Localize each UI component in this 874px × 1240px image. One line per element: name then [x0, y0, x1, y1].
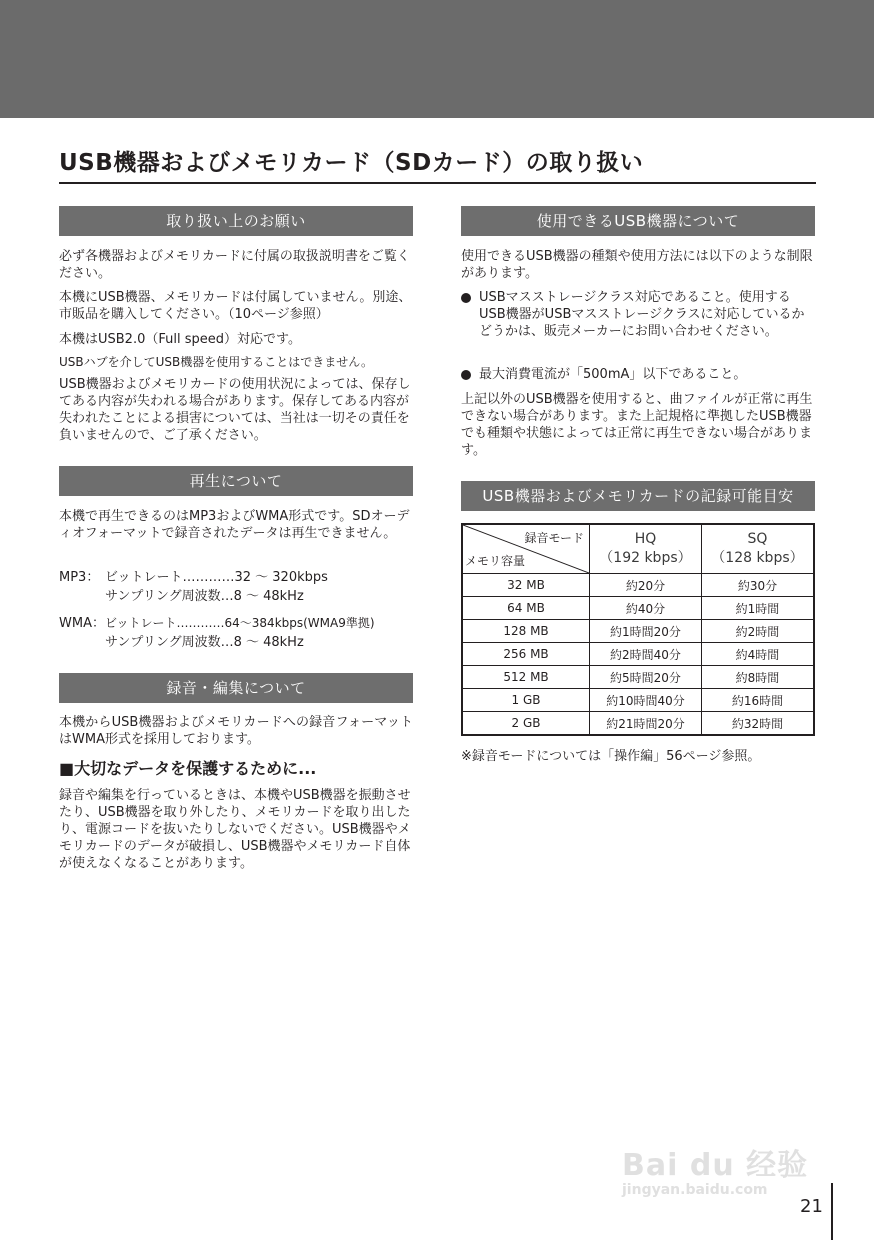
header-band: [0, 0, 874, 118]
cell-capacity: 64 MB: [462, 597, 590, 620]
list-item-text: 最大消費電流が「500mA」以下であること。: [479, 367, 747, 382]
data-protection-heading: ■大切なデータを保護するために...: [59, 759, 317, 778]
page-title: USB機器およびメモリカード（SDカード）の取り扱い: [59, 150, 644, 176]
handling-paragraph: 本機はUSB2.0（Full speed）対応です。: [59, 332, 301, 347]
spec-sampling: サンプリング周波数…8 ～ 48kHz: [105, 635, 304, 650]
watermark-logo: Bai du 经验: [622, 1148, 809, 1183]
table-header-row: [462, 524, 814, 574]
table-row: [462, 712, 814, 736]
table-row: [462, 643, 814, 666]
recording-paragraph: 本機からUSB機器およびメモリカードへの録音フォーマットはWMA形式を採用しております。: [59, 715, 413, 747]
hq-label: HQ: [634, 531, 657, 547]
list-item-text: USBマスストレージクラス対応であること。使用するUSB機器がUSBマスストレージクラスに対応しているかどうかは、販売メーカーにお問い合わせください。: [479, 290, 805, 339]
usable-note: 上記以外のUSB機器を使用すると、曲ファイルが正常に再生できない場合があります。また上記規格に準拠したUSB機器でも種類や状態によっては正常に再生できない場合があります。: [461, 392, 813, 458]
list-item: [461, 289, 817, 340]
table-row: [462, 620, 814, 643]
cell-hq: 約20分: [590, 574, 702, 597]
table-row: [462, 666, 814, 689]
cell-capacity: 256 MB: [462, 643, 590, 666]
playback-paragraph: 本機で再生できるのはMP3およびWMA形式です。SDオーディオフォーマットで録音されたデータは再生できません。: [59, 509, 410, 541]
table-footnote: ※録音モードについては「操作編」56ページ参照。: [461, 749, 761, 764]
cell-capacity: 32 MB: [462, 574, 590, 597]
cell-capacity: 512 MB: [462, 666, 590, 689]
cell-sq: 約2時間: [701, 620, 814, 643]
cell-sq: 約30分: [701, 574, 814, 597]
column-header-sq: [701, 524, 814, 574]
section-heading-recording: 録音・編集について: [59, 673, 413, 703]
cell-hq: 約2時間40分: [590, 643, 702, 666]
section-heading-capacity: USB機器およびメモリカードの記録可能目安: [461, 481, 815, 511]
cell-sq: 約32時間: [701, 712, 814, 736]
page-number: 21: [800, 1196, 823, 1217]
cell-hq: 約10時間40分: [590, 689, 702, 712]
cell-capacity: 2 GB: [462, 712, 590, 736]
handling-paragraph: 本機にUSB機器、メモリカードは付属していません。別途、市販品を購入してください。（10ページ参照）: [59, 290, 412, 322]
data-protection-paragraph: 録音や編集を行っているときは、本機やUSB機器を振動させたり、USB機器を取り外したり、メモリカードを取り出したり、電源コードを抜いたりしないでください。USB機器やメモリカードのデータが破損し、USB機器やメモリカード自体が使えなくなることがあります。: [59, 788, 411, 871]
bullet-icon: [461, 370, 471, 380]
cell-capacity: 1 GB: [462, 689, 590, 712]
cell-hq: 約40分: [590, 597, 702, 620]
table-row: [462, 689, 814, 712]
cell-sq: 約8時間: [701, 666, 814, 689]
spec-bitrate: ビットレート…………64～384kbps(WMA9準拠): [105, 616, 375, 630]
watermark-url: jingyan.baidu.com: [622, 1182, 768, 1198]
page-number-rule: [831, 1183, 833, 1240]
list-item: [461, 366, 817, 383]
corner-label-capacity: メモリ容量: [465, 554, 526, 568]
capacity-table: [461, 523, 815, 736]
spec-label: WMA：: [59, 616, 105, 631]
cell-hq: 約5時間20分: [590, 666, 702, 689]
section-heading-playback: 再生について: [59, 466, 413, 496]
hq-rate: （192 kbps）: [599, 550, 692, 566]
spec-label: MP3：: [59, 570, 100, 585]
column-header-hq: [590, 524, 702, 574]
handling-paragraph: USBハブを介してUSB機器を使用することはできません。: [59, 355, 373, 369]
title-divider: [59, 182, 816, 184]
handling-paragraph: USB機器およびメモリカードの使用状況によっては、保存してある内容が失われる場合があります。保存してある内容が失われたことによる損害については、当社は一切その責任を負いませんので、ご了承ください。: [59, 377, 411, 443]
cell-sq: 約1時間: [701, 597, 814, 620]
corner-label-mode: 録音モード: [524, 531, 584, 545]
spec-bitrate: ビットレート…………32 ～ 320kbps: [105, 570, 328, 585]
cell-capacity: 128 MB: [462, 620, 590, 643]
cell-sq: 約16時間: [701, 689, 814, 712]
spec-sampling: サンプリング周波数…8 ～ 48kHz: [105, 589, 304, 604]
section-heading-usable-usb: 使用できるUSB機器について: [461, 206, 815, 236]
sq-rate: （128 kbps）: [711, 550, 804, 566]
cell-hq: 約21時間20分: [590, 712, 702, 736]
table-row: [462, 574, 814, 597]
table-corner-cell: [462, 524, 590, 574]
sq-label: SQ: [747, 531, 768, 547]
cell-sq: 約4時間: [701, 643, 814, 666]
section-heading-handling: 取り扱い上のお願い: [59, 206, 413, 236]
table-row: [462, 597, 814, 620]
handling-paragraph: 必ず各機器およびメモリカードに付属の取扱説明書をご覧ください。: [59, 249, 410, 281]
cell-hq: 約1時間20分: [590, 620, 702, 643]
usable-intro: 使用できるUSB機器の種類や使用方法には以下のような制限があります。: [461, 249, 813, 281]
bullet-icon: [461, 293, 471, 303]
